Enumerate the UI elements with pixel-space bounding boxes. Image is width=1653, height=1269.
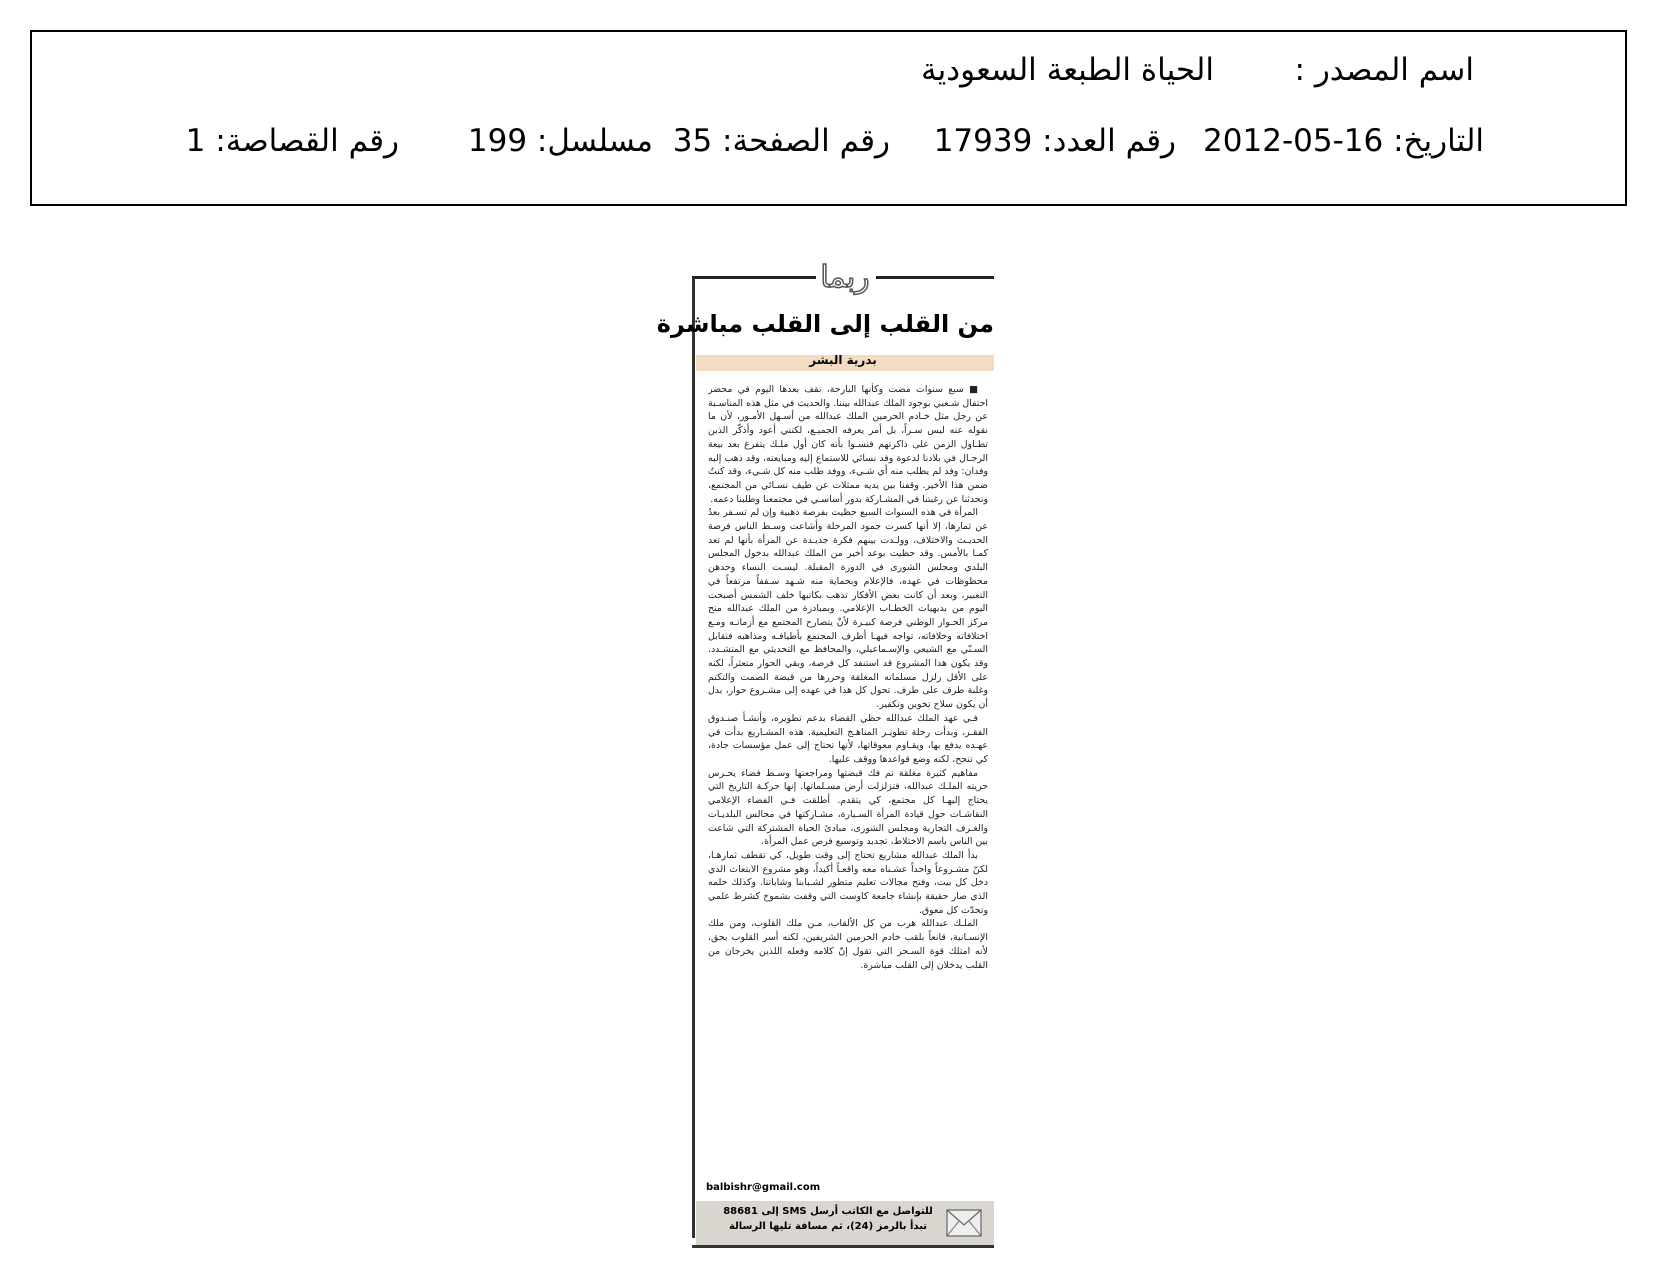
date-field: التاريخ: 16-05-2012 [1203,123,1484,159]
source-label: اسم المصدر : [1294,52,1474,88]
source-value: الحياة الطبعة السعودية [921,52,1214,88]
article-paragraph: ■ سبع سنوات مضت وكأنها البارحة، نقف بعدها اليوم في محضر احتفال شـعبي بوجود الملك عبدالله بيننا. والحديث في مثل هذه المناسـبة عن رجل مثل خـادم الحرمين الملك عبدالله من أسـهل الأمـور، لأن ما نقوله عنه ليس سـراً، بل أمر يعرفه الجميـع، لكنني أعود وأذكّر الذين تطـاول الزمن على ذاكرتهم فنسـوا بأنه كان أول ملـك يتفرغ بعد بيعة الرجـال في بلادنا لدعوة وفد نسائي للاستماع إليه ومبايعته، وقد ذهب إليه وفدان: وفد لم يطلب منه أي شـيء، ووفد طلب منه كل شـيء، وقد كنتُ ضمن هذا الأخير. وقفنا بين يديه ممثلات عن طيف نسـائي من المجتمع، وتحدثنا عن رغبتنا في المشـاركة بدور أساسـي في مجتمعنا وطلبنا دعمه. [708,384,988,505]
envelope-icon [946,1209,982,1237]
column-top-rule-left [692,276,816,279]
article-paragraph: مفاهيم كثيرة مغلقة تم فك قبضتها ومراجعتها وسـط فضاء يحـرس حريته الملـك عبدالله، فتزلزلت أرض مسـلماتها. إنها حركـة التاريخ التي يحتاج إليهـا كل مجتمع، كي يتقدم. أطلقت فـي الفضاء الإعلامي النقاشـات حول قيادة المرأة السـيارة، مشـاركتها في مجالس البلديـات والغـرف التجارية ومجلس الشورى، مبادئ الحياة المشتركة التي شاعت بين الناس باسم الاختلاط، تجديد وتوسيع فرص عمل المرأة. [708,767,988,848]
sms-line-2: تبدأ بالرمز (24)، ثم مسافة تليها الرسالة [728,1221,928,1232]
article-headline: من القلب إلى القلب مباشرة [656,310,994,338]
column-top-rule-right [876,276,994,279]
article-paragraph: المرأة في هذه السنوات السبع حظيت بفرصة ذهبية وإن لم تسـفر بعدُ عن ثمارها، إلا أنها كسرت جمود المرحلة وأشاعت وسـط الناس فرصة الحديـث والاختلاف، وولـدت بينهم فكرة جديـدة عن المرأة بأنها لم تعد كمـا بالأمس. وقد حظيت بوعد أخير من الملك عبدالله بدخول المجلس البلدي ومجلس الشورى في الدورة المقبلة. ليسـت النساء وحدهن محظوظات في عهده، فالإعلام وبحماية منه شـهد سـقفاً مرتفعاً في التعبير، وبعد أن كانت بعض الأفكار تذهب بكاتبها خلف الشمس أصبحت اليوم من بديهيات الخطـاب الإعلامي. وبمبادرة من الملك عبدالله منح مركز الحـوار الوطني فرصة كبيـرة لأنْ يتصارح المجتمع مع أزماتـه ومـع اختلافاته وخلافاته، تواجه فيهـا أطرف المجتمع بأطيافـه ومذاهبه فتقابل السـنّي مع الشيعي والإسـماعيلي، والمحافظ مع التحديثي مع المتشـدد. وقد يكون هذا المشروع قد استنفد كل فرصة، وبقي الحوار متعثراً، لكنه على الأقل زلزل مسلماته المغلقة وحررها من قبضة الصمت والتكتم وغلبة طرف على طرف. تحول كل هذا في عهده إلى مشـروع حوار، بدل أن يكون سلاح تخوين وتكفير. [708,507,988,711]
article-body [708,383,988,1068]
page-number-field: رقم الصفحة: 35 [672,123,890,159]
article-author: بدرية البشر [809,353,877,367]
article-paragraph: فـي عهد الملك عبدالله حظي القضاء بدعم تطويره، وأنشـأ صنـدوق الفقـر، وبدأت رحلة تطويـر المناهـج التعليمية. هذه المشـاريع بدأت في عهـده يدفع بها، ويقـاوم معوقاتها، لأنها تحتاج إلى عمل مؤسسات جادة، كي تنجح، لكنه وضع قواعدها ووقف عليها. [708,712,988,765]
column-logo: ربما [820,260,870,295]
serial-field: مسلسل: 199 [467,123,653,159]
issue-number-field: رقم العدد: 17939 [933,123,1176,159]
newspaper-clipping [656,258,994,1248]
article-paragraph: الملـك عبدالله هرب من كل الألقاب، مـن ملك القلوب، ومن ملك الإنسـانية، قانعاً بلقب خادم الحرمين الشريفين، لكنه أسر القلوب بحق، لأنه امتلك قوة السـحر التي تقول إنّ كلامه وفعله اللذين يخرجان من القلب يدخلان إلى القلب مباشرة. [708,918,988,971]
sms-contact-text [708,1204,948,1234]
column-bottom-rule [692,1245,994,1248]
clipping-info-header [30,30,1627,206]
clip-number-field: رقم القصاصة: 1 [185,123,399,159]
column-side-rule [692,278,695,1238]
article-paragraph: بدأ الملك عبدالله مشاريع تحتاج إلى وقت طويل، كي تقطف ثمارهـا، لكنّ مشـروعاً واحداً عشـناه معه واقعـاً أكيداً، وهو مشروع الابتعاث الذي دخل كل بيت، وفتح مجالات تعليم متطور لشـبابنا وشاباتنا. وكذلك حلمه الذي صار حقيقة بإنشاء جامعة كاوست التي وقفت بشموخ كشرط علمي وتحدّت كل معوق. [708,849,988,916]
author-email: balbishr@gmail.com [706,1182,821,1193]
sms-line-1: للتواصل مع الكاتب أرسل SMS إلى 88681 [723,1206,933,1217]
